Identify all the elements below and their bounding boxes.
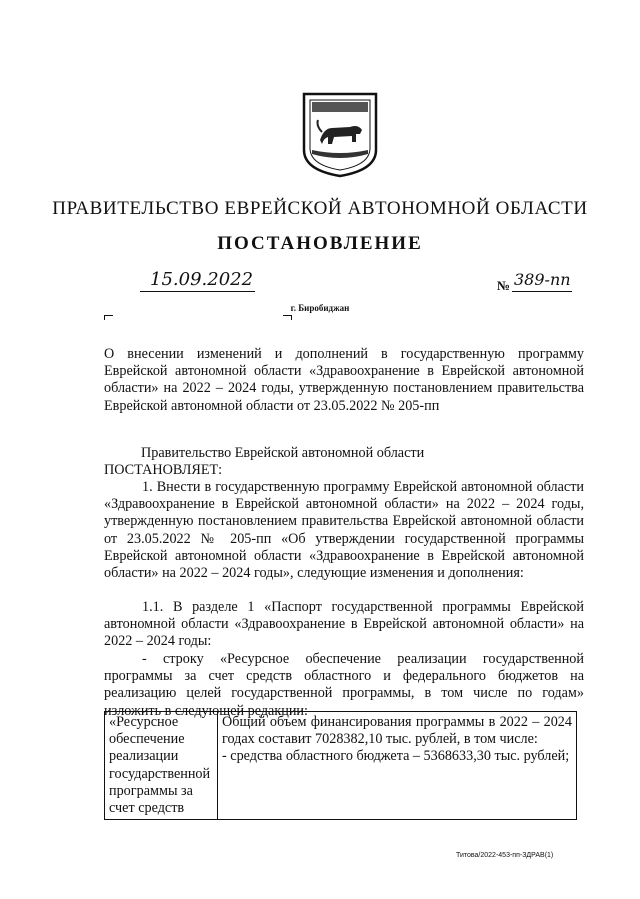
left-corner-mark (104, 315, 113, 320)
funding-regional: - средства областного бюджета – 5368633,30 тыс. рублей; (222, 748, 570, 765)
number-label: № (497, 278, 511, 293)
government-line: Правительство Еврейской автономной области (141, 445, 425, 461)
left-line: обеспечение (109, 731, 185, 748)
document-date: 15.09.2022 (150, 269, 254, 290)
left-line: счет средств (109, 800, 185, 817)
left-line: программы за (109, 782, 193, 799)
date-underline (140, 291, 255, 292)
left-line: «Ресурсное (109, 714, 179, 730)
table-left-cell (105, 712, 218, 820)
quote-table (104, 711, 577, 820)
resolves-heading: ПОСТАНОВЛЯЕТ: (104, 462, 223, 478)
right-corner-mark (283, 315, 292, 320)
table-row (105, 712, 577, 820)
item-1: 1. Внести в государственную программу Еврейской автономной области «Здравоохранение в Еврейской автономной области» на 2022 – 2024 годы, утвержденную постановлением правительства Еврейской автономной области от 23.05.2022 № 205-пп «Об утверждении государственной программы Еврейской автономной области «Здравоохранение в Еврейской автономной области» на 2022 – 2024 годы», следующие изменения и дополнения: (104, 479, 584, 582)
number-underline (512, 291, 572, 292)
government-name: ПРАВИТЕЛЬСТВО ЕВРЕЙСКОЙ АВТОНОМНОЙ ОБЛАСТИ (52, 198, 588, 219)
city: г. Биробиджан (290, 303, 350, 313)
footer-reference: Титова/2022-453-пп-ЗДРАВ(1) (456, 852, 554, 859)
table-right-cell (218, 712, 577, 820)
dash-item: - строку «Ресурсное обеспечение реализации государственной программы за счет средств областного и федерального бюджетов на реализацию целей государственной программы, в том числе по годам» изложить в следующей редакции: (104, 651, 584, 719)
document-subject: О внесении изменений и дополнений в государственную программу Еврейской автономной области «Здравоохранение в Еврейской автономной области» на 2022 – 2024 годы, утвержденную постановлением правительства Еврейской автономной области от 23.05.2022 № 205-пп (104, 346, 584, 414)
document-title: ПОСТАНОВЛЕНИЕ (217, 233, 423, 254)
funding-total: Общий объем финансирования программы в 2022 – 2024 годах составит 7028382,10 тыс. рублей, в том числе: (222, 714, 572, 748)
item-1-1: 1.1. В разделе 1 «Паспорт государственной программы Еврейской автономной области «Здравоохранение в Еврейской автономной области» на 2022 – 2024 годы: (104, 599, 584, 650)
left-line: реализации (109, 748, 179, 765)
coat-of-arms-emblem (300, 92, 380, 178)
document-number: 389-пп (514, 270, 571, 289)
left-line: государственной (109, 765, 211, 782)
